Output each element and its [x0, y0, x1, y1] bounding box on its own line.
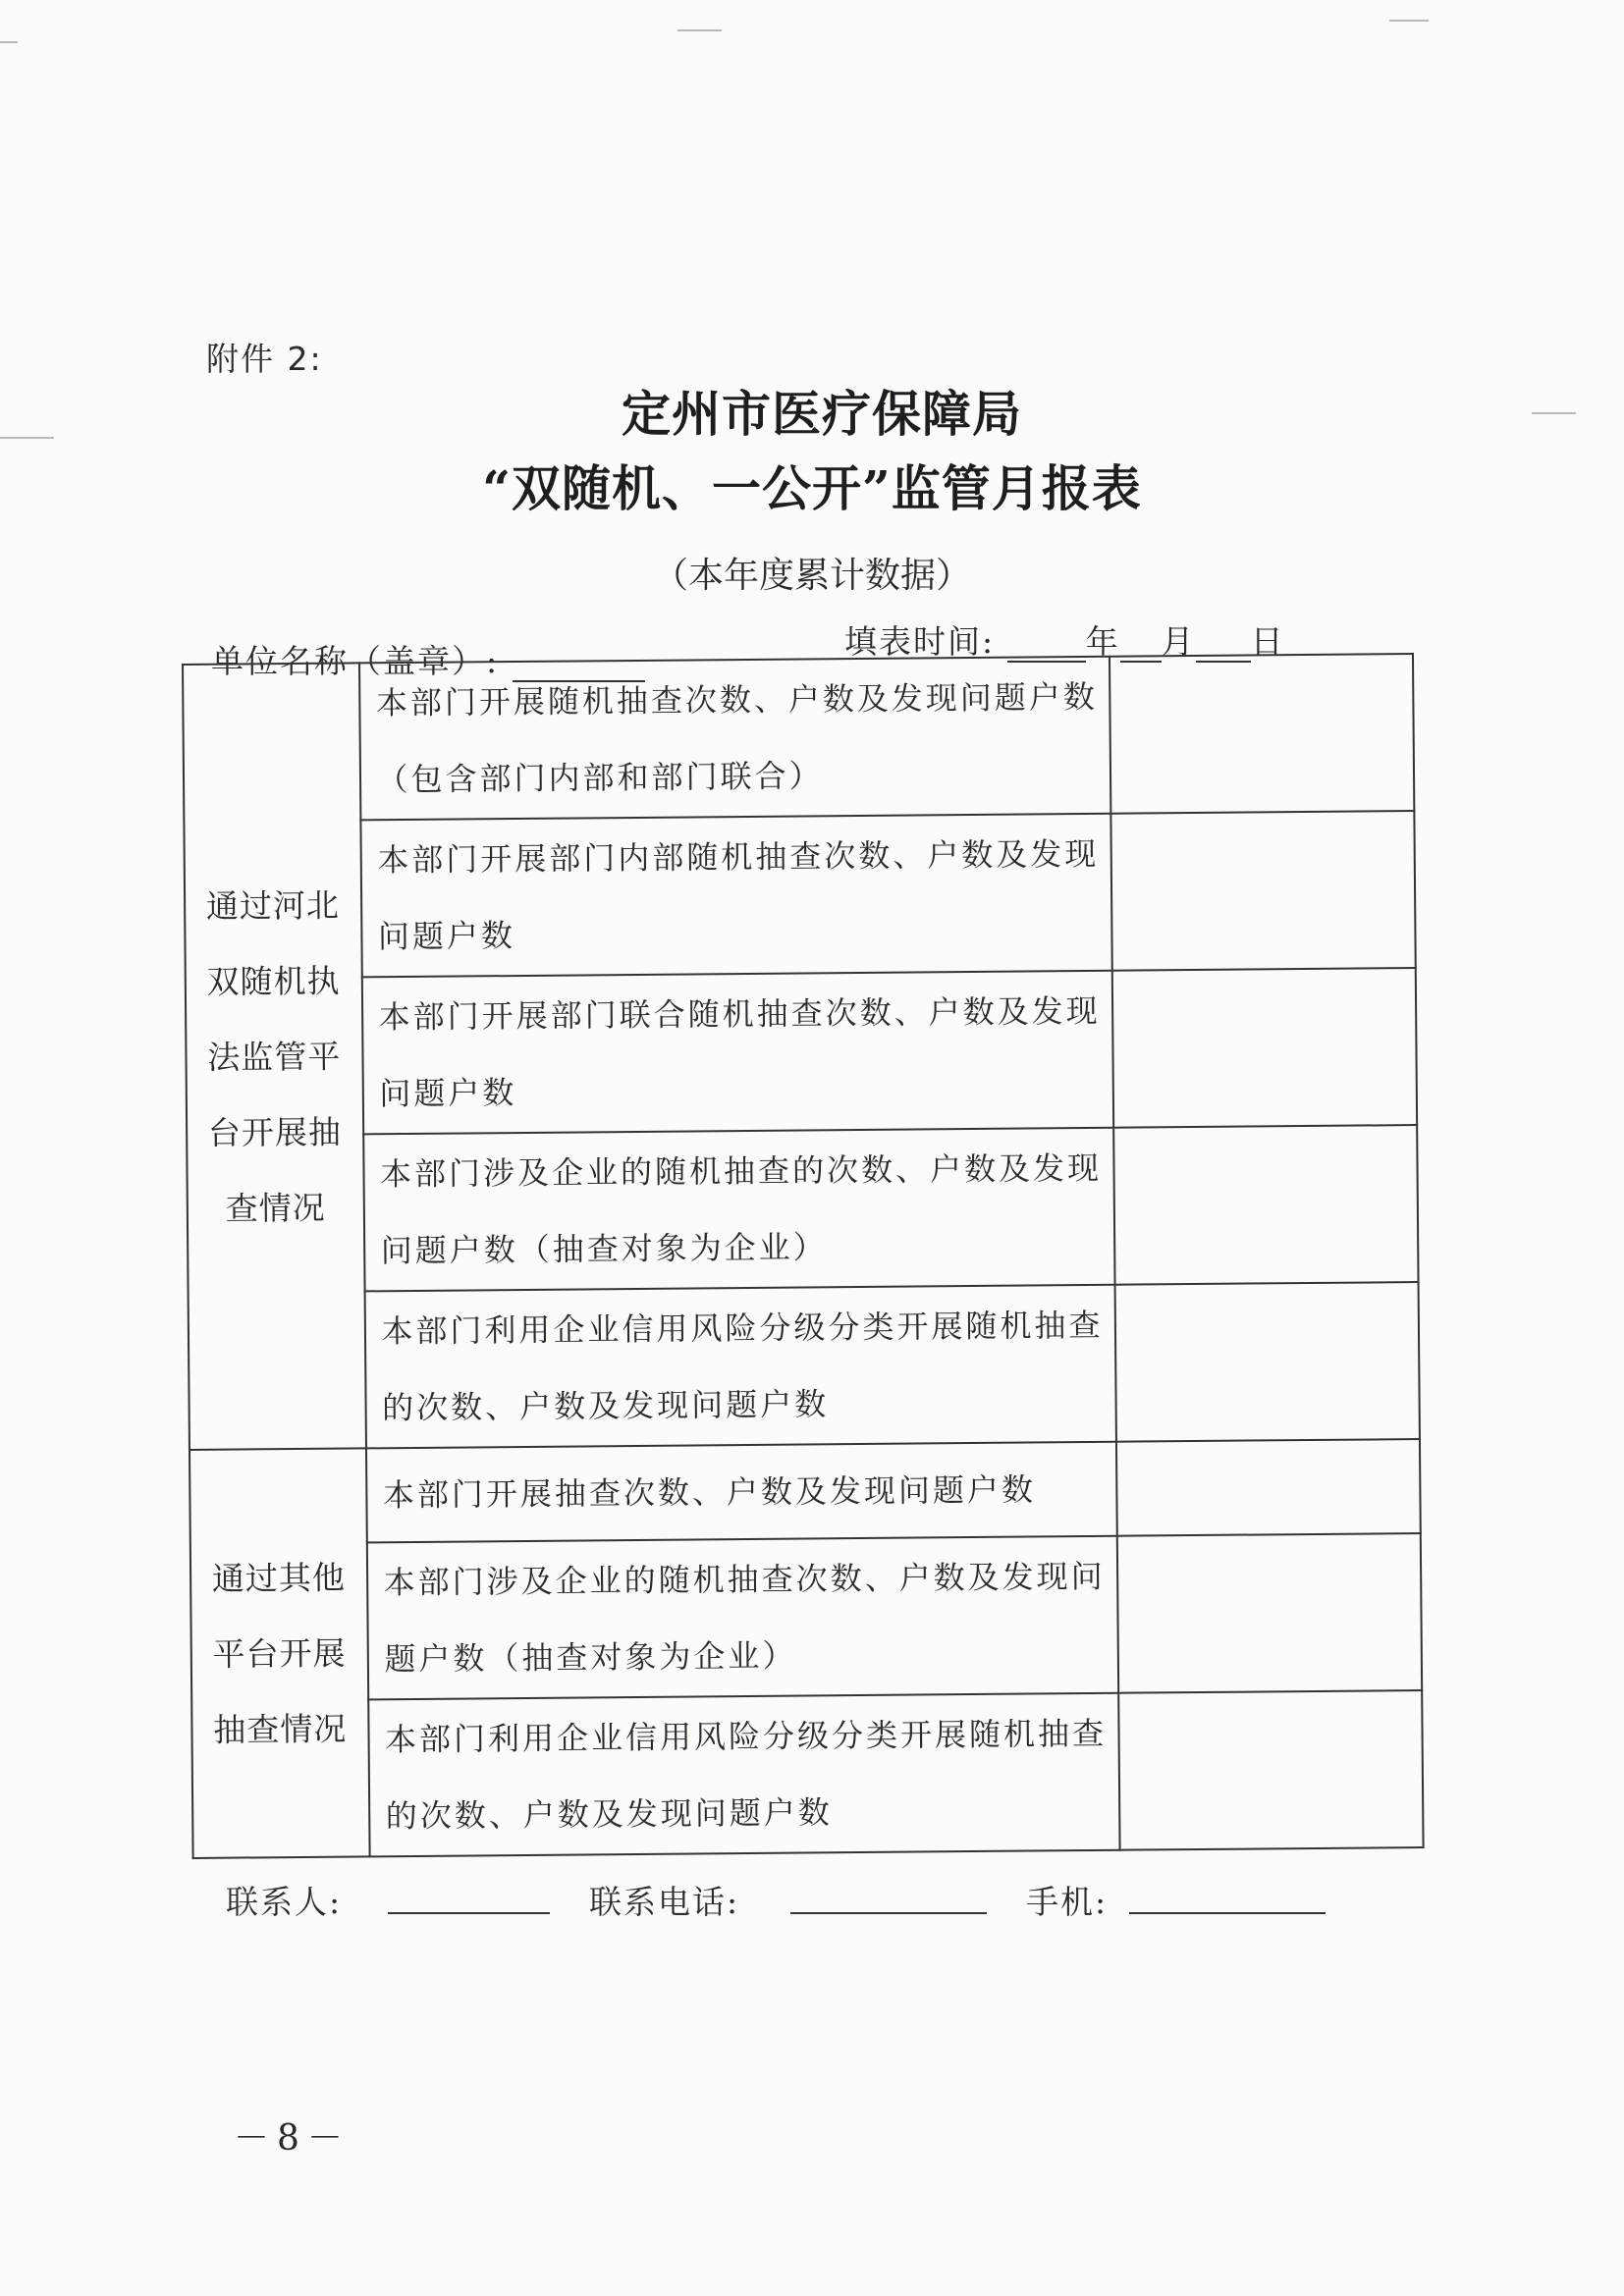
item-label: 本部门开展抽查次数、户数及发现问题户数: [365, 1442, 1117, 1543]
table-row: [190, 1533, 1422, 1701]
category-other-platform: [189, 1448, 369, 1858]
table-row: [187, 1125, 1418, 1293]
value-cell[interactable]: [1117, 1533, 1422, 1693]
phone-blank[interactable]: [790, 1877, 987, 1914]
value-cell[interactable]: [1116, 1439, 1420, 1536]
item-label: 本部门利用企业信用风险分级分类开展随机抽查的次数、户数及发现问题户数: [364, 1285, 1116, 1449]
category-line: 通过河北: [205, 885, 341, 926]
item-label: 本部门开展随机抽查次数、户数及发现问题户数（包含部门内部和部门联合）: [359, 657, 1111, 821]
value-cell[interactable]: [1111, 811, 1416, 971]
category-line: 双随机执: [206, 961, 341, 1001]
category-line: 平台开展: [212, 1633, 347, 1674]
category-line: 台开展抽: [207, 1112, 343, 1152]
table-row: [189, 1439, 1421, 1544]
value-cell[interactable]: [1119, 1690, 1424, 1850]
table-row: [186, 968, 1417, 1136]
item-label: 本部门开展部门内部随机抽查次数、户数及发现问题户数: [360, 814, 1112, 978]
value-cell[interactable]: [1114, 1125, 1419, 1285]
phone-label: 联系电话:: [589, 1883, 740, 1921]
item-label: 本部门涉及企业的随机抽查次数、户数及发现问题户数（抽查对象为企业）: [366, 1536, 1118, 1700]
item-label: 本部门开展部门联合随机抽查次数、户数及发现问题户数: [361, 971, 1113, 1135]
value-cell[interactable]: [1110, 654, 1414, 814]
value-cell[interactable]: [1115, 1282, 1420, 1442]
item-label: 本部门利用企业信用风险分级分类开展随机抽查的次数、户数及发现问题户数: [368, 1693, 1120, 1857]
contact-person-label: 联系人:: [226, 1883, 343, 1921]
scan-mark: [0, 41, 18, 43]
report-table: [182, 653, 1425, 1859]
mobile-label: 手机:: [1026, 1883, 1109, 1921]
year-label: 年: [1085, 622, 1120, 661]
category-line: 法监管平: [207, 1037, 342, 1077]
day-label: 日: [1250, 622, 1285, 661]
table-row: [189, 1282, 1420, 1450]
document-title: 定州市医疗保障局: [622, 385, 1022, 443]
attachment-label: 附件 2:: [206, 340, 323, 378]
unit-name-label: 单位名称（盖章）:: [211, 642, 500, 680]
table-row: [191, 1690, 1423, 1858]
document-subtitle-title: “双随机、一公开”监管月报表: [482, 459, 1142, 517]
item-label: 本部门涉及企业的随机抽查的次数、户数及发现问题户数（抽查对象为企业）: [363, 1128, 1115, 1292]
table-row: [184, 811, 1415, 979]
scan-mark: [1389, 20, 1429, 22]
category-line: 抽查情况: [213, 1709, 348, 1749]
category-line: 通过其他: [211, 1558, 347, 1598]
mobile-blank[interactable]: [1129, 1877, 1326, 1914]
fill-time-label: 填表时间:: [844, 622, 996, 661]
contact-person-blank[interactable]: [388, 1877, 550, 1914]
month-label: 月: [1161, 622, 1196, 661]
table-row: [183, 654, 1414, 822]
scan-mark: [677, 29, 722, 31]
page-number: －8－: [234, 2118, 351, 2159]
category-line: 查情况: [225, 1188, 326, 1228]
value-cell[interactable]: [1112, 968, 1417, 1128]
data-scope-note: （本年度累计数据）: [652, 556, 971, 596]
category-hebei-platform: [183, 663, 365, 1450]
